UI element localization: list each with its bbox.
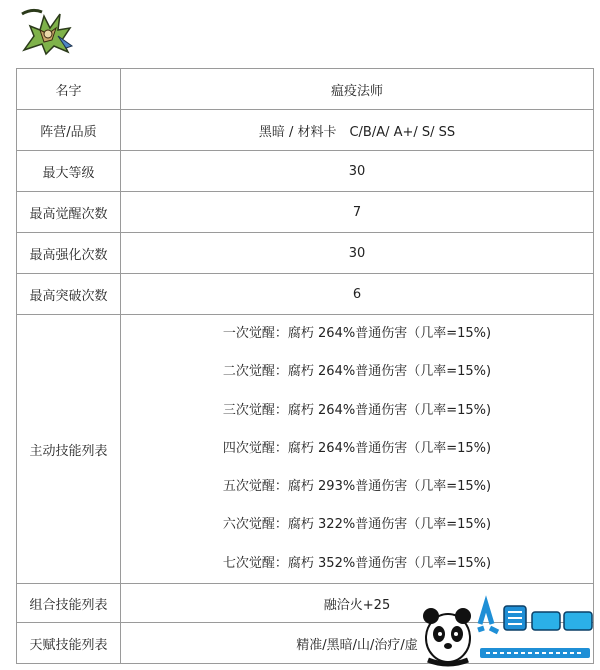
skill-item: 五次觉醒：腐朽 293%普通伤害（几率=15%) (222, 479, 492, 495)
row-value: 30 (121, 151, 594, 192)
table-row (17, 151, 594, 192)
table-row (17, 110, 594, 151)
xiaohei-watermark-logo (418, 594, 598, 668)
row-label: 主动技能列表 (17, 315, 121, 584)
skill-item: 四次觉醒：腐朽 264%普通伤害（几率=15%) (222, 440, 492, 456)
skill-item: 二次觉醒：腐朽 264%普通伤害（几率=15%) (222, 364, 492, 380)
table-row (17, 69, 594, 110)
skill-item: 六次觉醒：腐朽 322%普通伤害（几率=15%) (222, 517, 492, 533)
table-row (17, 192, 594, 233)
table-row (17, 315, 594, 584)
row-label: 阵营/品质 (17, 110, 121, 151)
row-value: 黑暗 / 材料卡 C/B/A/ A+/ S/ SS (121, 110, 594, 151)
row-value: 融洽火+25 (121, 584, 594, 623)
skill-item: 一次觉醒：腐朽 264%普通伤害（几率=15%) (222, 326, 492, 341)
row-label: 天赋技能列表 (17, 623, 121, 664)
skill-item: 七次觉醒：腐朽 352%普通伤害（几率=15%) (222, 555, 492, 571)
table-row (17, 274, 594, 315)
row-label: 最高觉醒次数 (17, 192, 121, 233)
skill-list (121, 315, 593, 583)
skill-item: 三次觉醒：腐朽 264%普通伤害（几率=15%) (222, 402, 492, 418)
row-label: 最高强化次数 (17, 233, 121, 274)
panda-mascot-icon (423, 608, 471, 664)
row-label: 名字 (17, 69, 121, 110)
table-row (17, 233, 594, 274)
card-info-table (16, 68, 594, 664)
character-portrait-icon (18, 6, 80, 56)
row-value: 精准/黑暗/山/治疗/虚 (121, 623, 594, 664)
skill-list-cell (121, 315, 594, 584)
row-label: 组合技能列表 (17, 584, 121, 623)
row-value: 7 (121, 192, 594, 233)
row-label: 最高突破次数 (17, 274, 121, 315)
row-label: 最大等级 (17, 151, 121, 192)
row-value: 瘟疫法师 (121, 69, 594, 110)
row-value: 6 (121, 274, 594, 315)
brand-lettering (478, 604, 592, 632)
row-value: 30 (121, 233, 594, 274)
